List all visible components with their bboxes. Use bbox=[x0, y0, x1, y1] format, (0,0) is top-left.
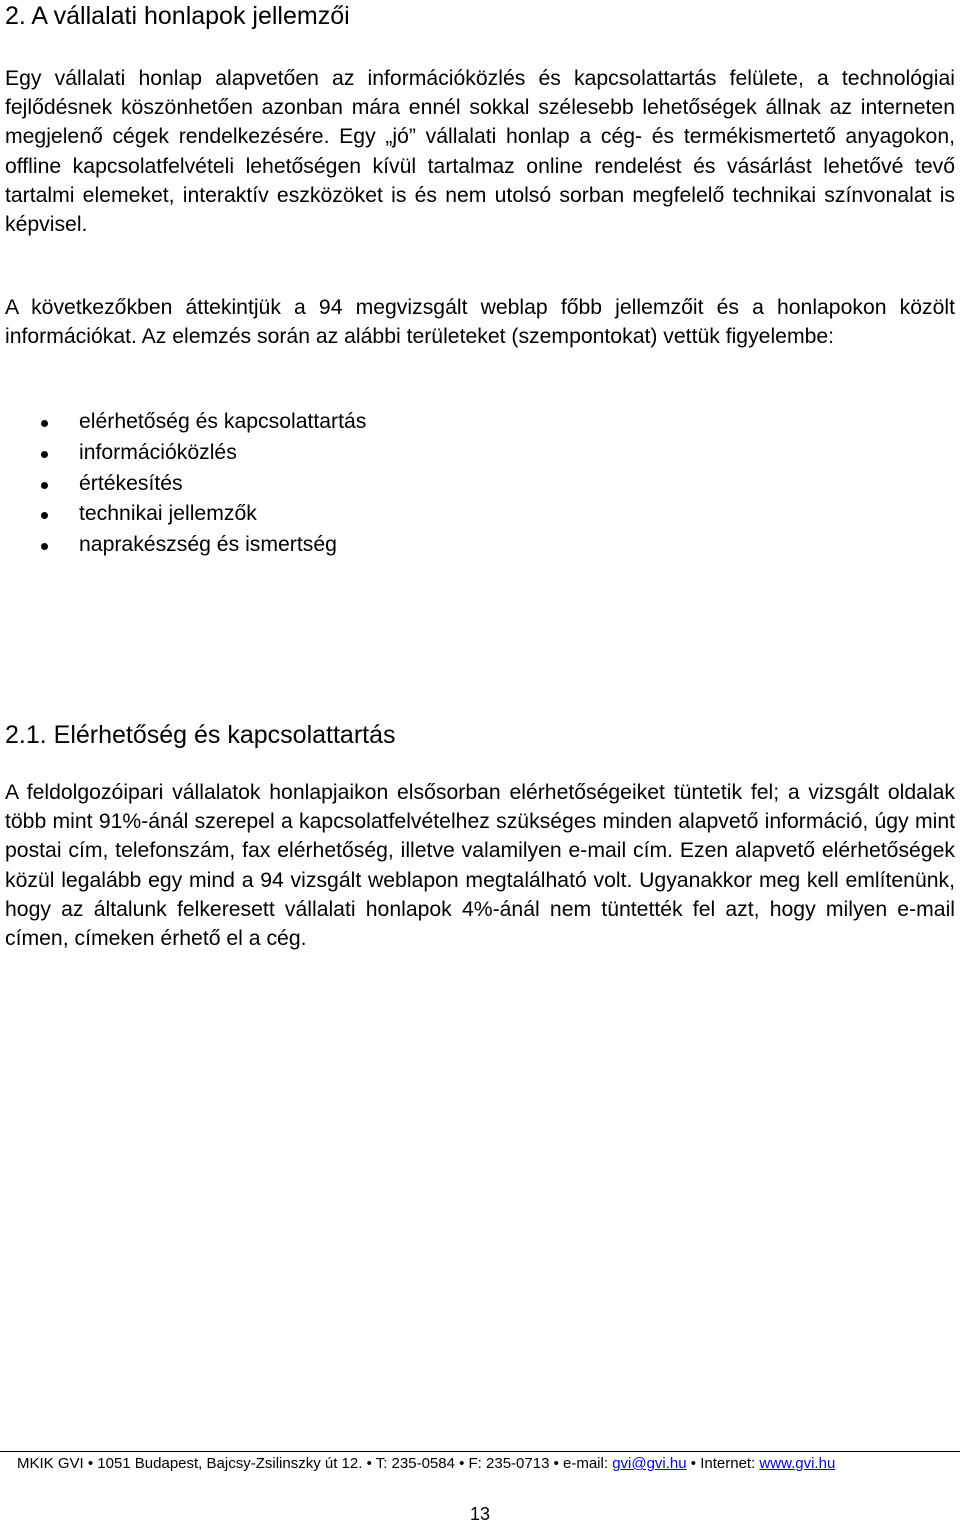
contact-paragraph: A feldolgozóipari vállalatok honlapjaikon elsősorban elérhetőségeiket tüntetik fel; a vizsgált oldalak több mint 91%-ánál szerepel a kapcsolatfelvételhez szükséges minden alapvető információ, úgy mint postai cím, telefonszám, fax elérhetőség, illetve valamilyen e-mail cím. Ezen alapvető elérhetőségek közül legalább egy mind a 94 vizsgált weblapon megtalálható volt. Ugyanakkor meg kell említenünk, hogy az általunk felkeresett vállalati honlapok 4%-ánál nem tüntették fel azt, hogy milyen e-mail címen, címeken érhető el a cég. bbox=[5, 781, 955, 951]
footer-internet-label: • Internet: bbox=[686, 1455, 760, 1472]
footer bbox=[17, 1454, 835, 1474]
list-item-label: technikai jellemzők bbox=[79, 502, 257, 526]
list-item bbox=[0, 438, 366, 469]
intro-paragraph: Egy vállalati honlap alapvetően az információközlés és kapcsolattartás felülete, a technológiai fejlődésnek köszönhetően azonban mára ennél sokkal szélesebb lehetőségek állnak az interneten megjelenő cégek rendelkezésére. Egy „jó” vállalati honlap a cég- és termékismertető anyagokon, offline kapcsolatfelvételi lehetőségen kívül tartalmaz online rendelést és vásárlást lehetővé tevő tartalmi elemeket, interaktív eszközöket is és nem utolsó sorban megfelelő technikai színvonalat is képvisel. bbox=[5, 67, 955, 237]
footer-divider bbox=[0, 1451, 960, 1452]
list-item bbox=[0, 469, 366, 500]
list-item-label: naprakészség és ismertség bbox=[79, 533, 337, 557]
list-item bbox=[0, 499, 366, 530]
list-item-label: elérhetőség és kapcsolattartás bbox=[79, 410, 367, 433]
footer-address: MKIK GVI • 1051 Budapest, Bajcsy-Zsilinszky út 12. • T: 235-0584 • F: 235-0713 • e-mail: bbox=[17, 1455, 613, 1472]
footer-website-link[interactable]: www.gvi.hu bbox=[759, 1455, 836, 1472]
bullet-icon bbox=[41, 512, 48, 519]
bullet-icon bbox=[41, 482, 48, 489]
footer-email-link[interactable]: gvi@gvi.hu bbox=[612, 1455, 687, 1472]
list-item-label: információközlés bbox=[79, 440, 237, 464]
section-heading: 2. A vállalati honlapok jellemzői bbox=[5, 2, 350, 30]
list-item bbox=[0, 407, 366, 438]
page-number: 13 bbox=[469, 1504, 491, 1524]
method-paragraph: A következőkben áttekintjük a 94 megvizsgált weblap főbb jellemzőit és a honlapokon közölt információkat. Az elemzés során az alábbi területeket (szempontokat) vettük figyelembe: bbox=[5, 296, 955, 349]
bullet-icon bbox=[41, 451, 48, 458]
list-item-label: értékesítés bbox=[79, 471, 183, 495]
criteria-list bbox=[0, 407, 366, 561]
bullet-icon bbox=[41, 543, 48, 550]
bullet-icon bbox=[41, 420, 48, 427]
list-item bbox=[0, 530, 366, 561]
subsection-heading: 2.1. Elérhetőség és kapcsolattartás bbox=[5, 721, 396, 749]
